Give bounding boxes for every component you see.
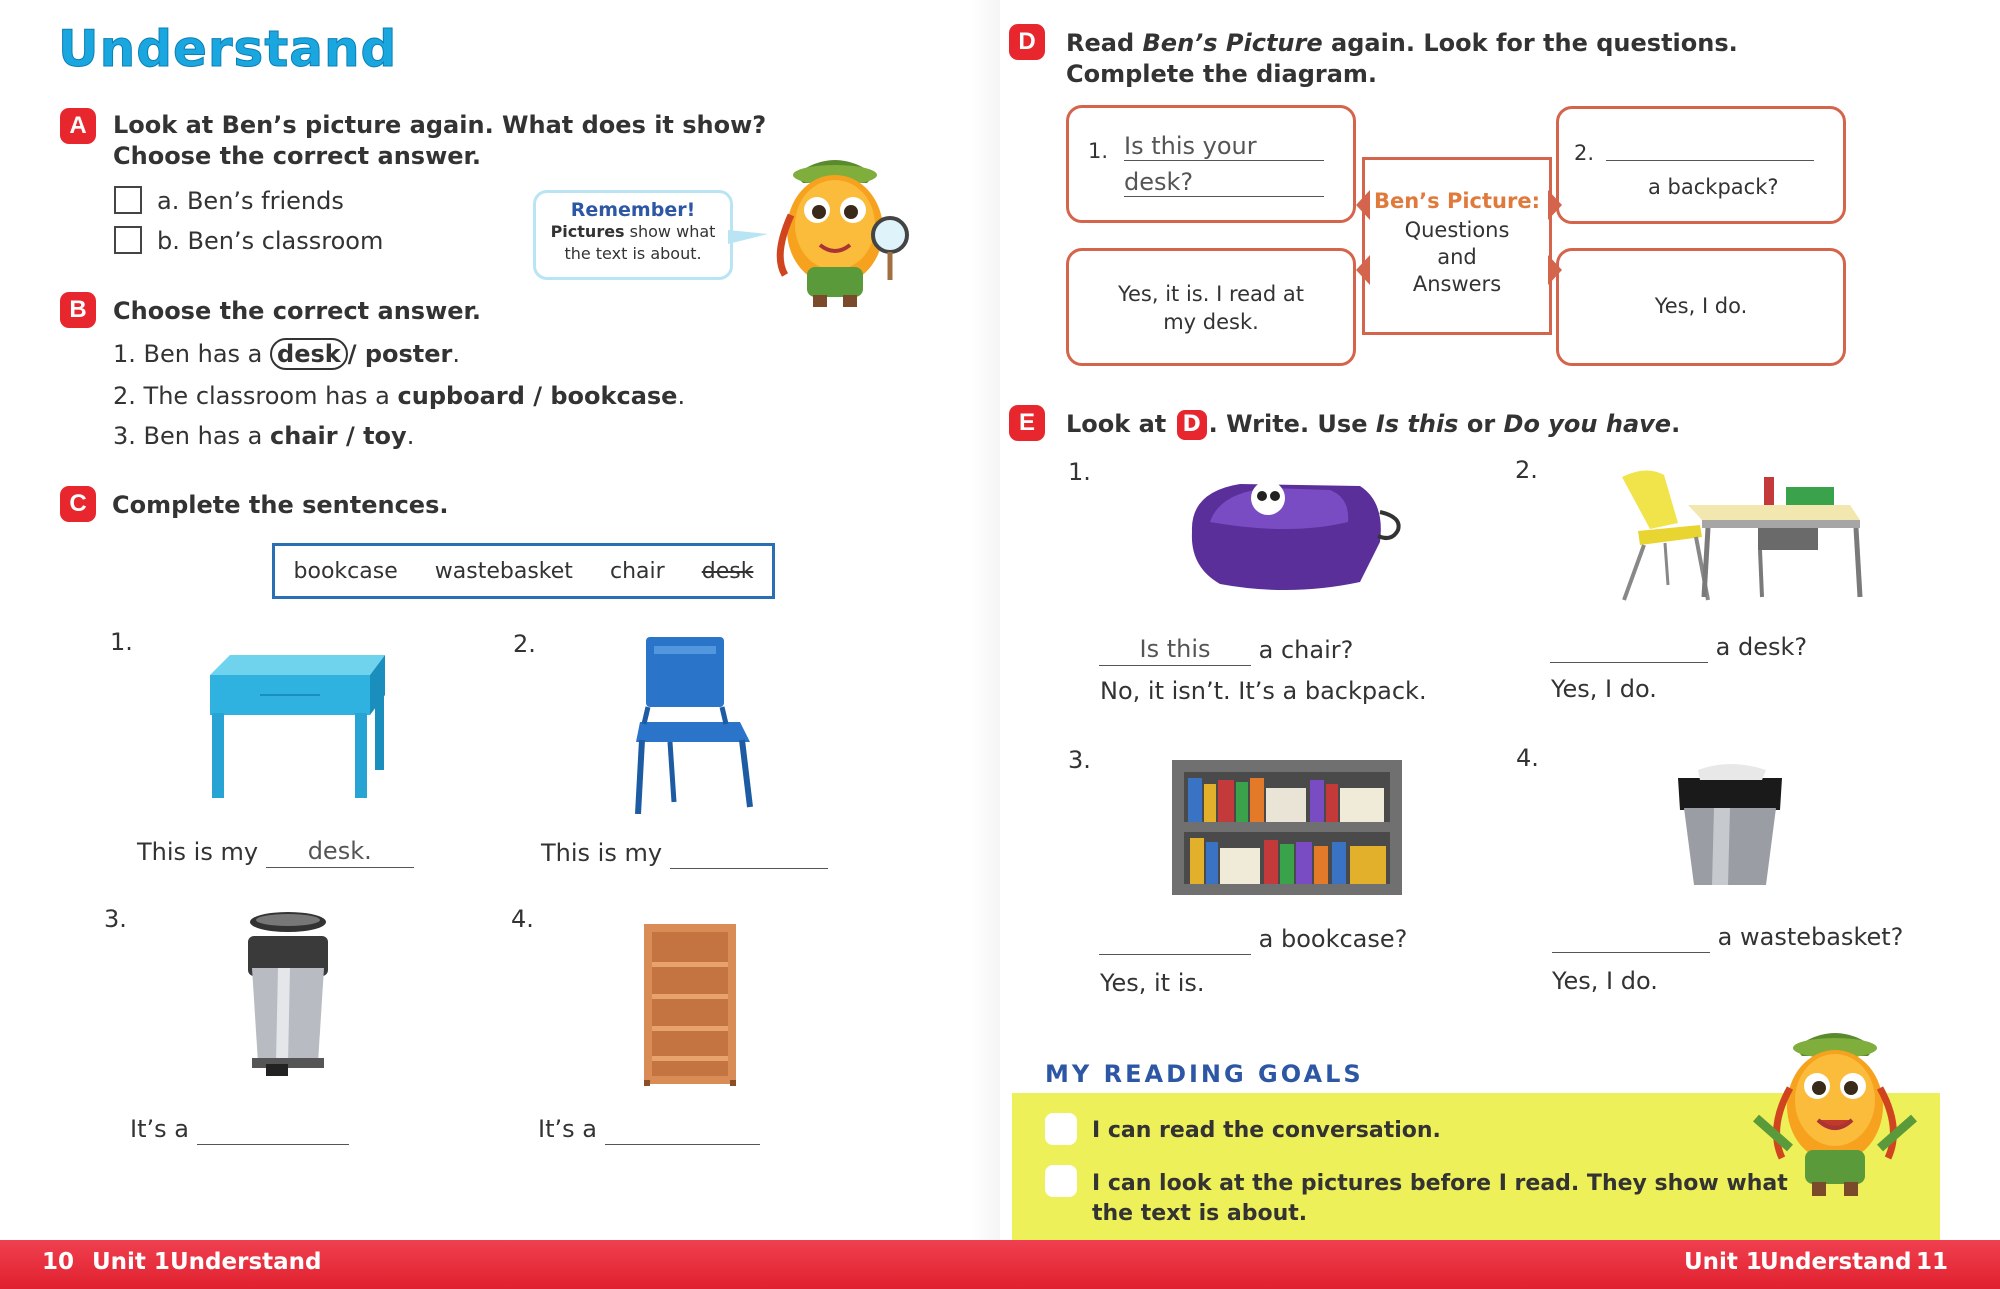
e-instr-pre: Look at bbox=[1066, 410, 1175, 438]
chair-and-desk-illustration bbox=[1610, 465, 1875, 605]
diagram-q1-answer-line2[interactable]: desk? bbox=[1124, 168, 1324, 197]
e-item-2-number: 2. bbox=[1515, 456, 1538, 484]
trash-bin-illustration bbox=[1670, 760, 1790, 888]
option-cupboard[interactable]: cupboard bbox=[397, 382, 525, 410]
item-number: 3. bbox=[113, 422, 136, 450]
diagram-center-line3: Answers bbox=[1412, 272, 1502, 296]
goal-2-line1: I can look at the pictures before I read. They show what bbox=[1092, 1171, 1788, 1196]
diagram-q1-number: 1. bbox=[1088, 139, 1109, 163]
option-a-label: a. Ben’s friends bbox=[157, 187, 344, 215]
c-item-3-prompt: It’s a bbox=[130, 1115, 189, 1143]
wastebasket-illustration bbox=[238, 908, 338, 1080]
chair-illustration bbox=[630, 632, 760, 814]
diagram-a2-text: Yes, I do. bbox=[1654, 294, 1748, 318]
section-e-badge: E bbox=[1009, 405, 1045, 441]
item-text: The classroom has a bbox=[143, 382, 398, 410]
option-b-checkbox[interactable] bbox=[114, 226, 142, 254]
e-instr-or: or bbox=[1458, 410, 1504, 438]
diagram-q2-text: a backpack? bbox=[1648, 175, 1779, 199]
footer-right-unit: Unit 1 bbox=[1684, 1249, 1762, 1275]
e-instr-italic2: Do you have bbox=[1503, 410, 1672, 438]
c-item-3-answer[interactable] bbox=[197, 1118, 349, 1145]
remember-bubble bbox=[533, 190, 733, 280]
d-instr-line2: Complete the diagram. bbox=[1066, 60, 1378, 88]
e-instr-ref-badge: D bbox=[1177, 410, 1207, 440]
e-item-1-question bbox=[1099, 634, 1353, 666]
word-desk-crossed: desk bbox=[701, 558, 754, 584]
c-item-2-prompt: This is my bbox=[541, 839, 663, 867]
e-instr-italic1: Is this bbox=[1375, 410, 1459, 438]
footer-left-page-number: 10 bbox=[42, 1249, 75, 1275]
e-item-2-question-text: a desk? bbox=[1715, 633, 1808, 661]
c-item-4-prompt: It’s a bbox=[538, 1115, 597, 1143]
c-item-4-sentence bbox=[538, 1114, 760, 1145]
remember-line2: the text is about. bbox=[564, 244, 702, 263]
option-bookcase[interactable]: bookcase bbox=[550, 382, 678, 410]
footer-right-page-number: 11 bbox=[1916, 1249, 1949, 1275]
bookshelf-illustration bbox=[1170, 758, 1405, 898]
e-item-3-question-text: a bookcase? bbox=[1258, 925, 1408, 953]
remember-bold: Pictures bbox=[550, 222, 625, 241]
mascot-magnifier-illustration bbox=[755, 145, 915, 310]
goal-2-checkbox[interactable] bbox=[1045, 1165, 1077, 1197]
c-item-1-prompt: This is my bbox=[137, 838, 259, 866]
e-item-3-question bbox=[1099, 924, 1407, 955]
section-a-instruction bbox=[113, 110, 766, 172]
section-b-item-3 bbox=[113, 421, 414, 452]
section-e-instruction bbox=[1066, 409, 1680, 440]
footer-left-section: Understand bbox=[170, 1249, 322, 1275]
diagram-a1-line2: my desk. bbox=[1163, 310, 1259, 334]
item-end: . bbox=[677, 382, 686, 410]
option-separator: / bbox=[347, 340, 365, 368]
c-item-3-number: 3. bbox=[104, 905, 127, 933]
e-item-2-question bbox=[1550, 632, 1807, 663]
option-poster[interactable]: poster bbox=[364, 340, 453, 368]
d-instr-post: again. Look for the questions. bbox=[1322, 29, 1738, 57]
e-item-4-reply: Yes, I do. bbox=[1552, 967, 1658, 995]
reading-goals-title: MY READING GOALS bbox=[1045, 1060, 1364, 1088]
item-text: Ben has a bbox=[143, 422, 271, 450]
c-item-2-sentence bbox=[541, 838, 828, 869]
diagram-question-1-box bbox=[1066, 105, 1356, 223]
diagram-a1-text bbox=[1066, 280, 1356, 336]
diagram-q2-answer-line[interactable] bbox=[1606, 132, 1814, 161]
e-item-4-answer[interactable] bbox=[1552, 926, 1710, 953]
e-item-2-answer[interactable] bbox=[1550, 636, 1708, 663]
section-c-badge: C bbox=[60, 486, 96, 522]
c-item-1-answer[interactable]: desk. bbox=[266, 836, 414, 868]
c-item-1-sentence bbox=[137, 836, 414, 868]
diagram-center-line2: and bbox=[1437, 245, 1477, 269]
desk-illustration bbox=[200, 635, 390, 805]
e-item-1-number: 1. bbox=[1068, 458, 1091, 486]
c-item-4-answer[interactable] bbox=[605, 1118, 760, 1145]
section-c-instruction: Complete the sentences. bbox=[112, 491, 449, 519]
word-chair: chair bbox=[609, 558, 665, 584]
item-number: 1. bbox=[113, 340, 136, 368]
word-bookcase: bookcase bbox=[293, 558, 398, 584]
backpack-illustration bbox=[1180, 472, 1405, 597]
e-item-1-answer[interactable]: Is this bbox=[1099, 634, 1251, 666]
option-separator: / bbox=[337, 422, 364, 450]
option-b-label: b. Ben’s classroom bbox=[157, 227, 384, 255]
word-bank bbox=[272, 543, 775, 599]
option-separator: / bbox=[524, 382, 551, 410]
e-item-3-answer[interactable] bbox=[1099, 928, 1251, 955]
goal-2-line2: the text is about. bbox=[1092, 1201, 1308, 1226]
e-item-4-question bbox=[1552, 922, 1903, 953]
item-end: . bbox=[406, 422, 415, 450]
e-item-4-number: 4. bbox=[1516, 744, 1539, 772]
page-gutter bbox=[970, 0, 1000, 1240]
item-text: Ben has a bbox=[143, 340, 271, 368]
goal-2-text bbox=[1092, 1169, 1788, 1229]
bookcase-illustration bbox=[640, 922, 740, 1087]
section-b-badge: B bbox=[60, 292, 96, 328]
c-item-3-sentence bbox=[130, 1114, 349, 1145]
section-b-item-2 bbox=[113, 381, 685, 412]
item-number: 2. bbox=[113, 382, 136, 410]
e-item-3-number: 3. bbox=[1068, 746, 1091, 774]
c-item-2-number: 2. bbox=[513, 630, 536, 658]
c-item-2-answer[interactable] bbox=[670, 842, 828, 869]
c-item-4-number: 4. bbox=[511, 905, 534, 933]
option-toy[interactable]: toy bbox=[363, 422, 407, 450]
e-instr-mid: . Write. Use bbox=[1208, 410, 1376, 438]
diagram-q1-answer-line1[interactable]: Is this your bbox=[1124, 132, 1324, 161]
option-chair[interactable]: chair bbox=[270, 422, 338, 450]
e-item-2-reply: Yes, I do. bbox=[1551, 675, 1657, 703]
diagram-center-line1: Questions bbox=[1404, 218, 1510, 242]
d-instr-italic: Ben’s Picture bbox=[1142, 29, 1323, 57]
e-item-1-reply: No, it isn’t. It’s a backpack. bbox=[1100, 677, 1427, 705]
goal-1-checkbox[interactable] bbox=[1045, 1113, 1077, 1145]
mascot-cheering-illustration bbox=[1750, 1018, 1920, 1208]
section-d-badge: D bbox=[1009, 24, 1045, 60]
section-b-instruction: Choose the correct answer. bbox=[113, 297, 482, 325]
footer-left-unit: Unit 1 bbox=[92, 1249, 170, 1275]
remember-title: Remember! bbox=[570, 199, 696, 221]
diagram-center-content bbox=[1362, 185, 1552, 298]
goal-1-text: I can read the conversation. bbox=[1092, 1118, 1441, 1143]
e-item-3-reply: Yes, it is. bbox=[1100, 969, 1205, 997]
e-item-4-question-text: a wastebasket? bbox=[1717, 923, 1904, 951]
diagram-q2-number: 2. bbox=[1574, 141, 1595, 165]
circled-answer-desk[interactable]: desk bbox=[270, 338, 348, 370]
option-a-checkbox[interactable] bbox=[114, 186, 142, 214]
section-a-instruction-line2: Choose the correct answer. bbox=[113, 142, 482, 170]
e-instr-end: . bbox=[1671, 410, 1681, 438]
d-instr-pre: Read bbox=[1066, 29, 1143, 57]
page-title: Understand bbox=[58, 20, 398, 78]
section-a-badge: A bbox=[60, 108, 96, 144]
section-a-instruction-line1: Look at Ben’s picture again. What does it show? bbox=[113, 111, 767, 139]
c-item-1-number: 1. bbox=[110, 628, 133, 656]
item-end: . bbox=[452, 340, 461, 368]
diagram-center-title: Ben’s Picture: bbox=[1373, 189, 1540, 213]
section-d-instruction bbox=[1066, 28, 1738, 90]
remember-line1: show what bbox=[624, 222, 716, 241]
diagram-a1-line1: Yes, it is. I read at bbox=[1117, 282, 1305, 306]
footer-right-section: Understand bbox=[1760, 1249, 1912, 1275]
diagram-question-2-box bbox=[1556, 106, 1846, 224]
section-b-item-1 bbox=[113, 339, 460, 370]
e-item-1-question-text: a chair? bbox=[1258, 636, 1354, 664]
word-wastebasket: wastebasket bbox=[434, 558, 573, 584]
